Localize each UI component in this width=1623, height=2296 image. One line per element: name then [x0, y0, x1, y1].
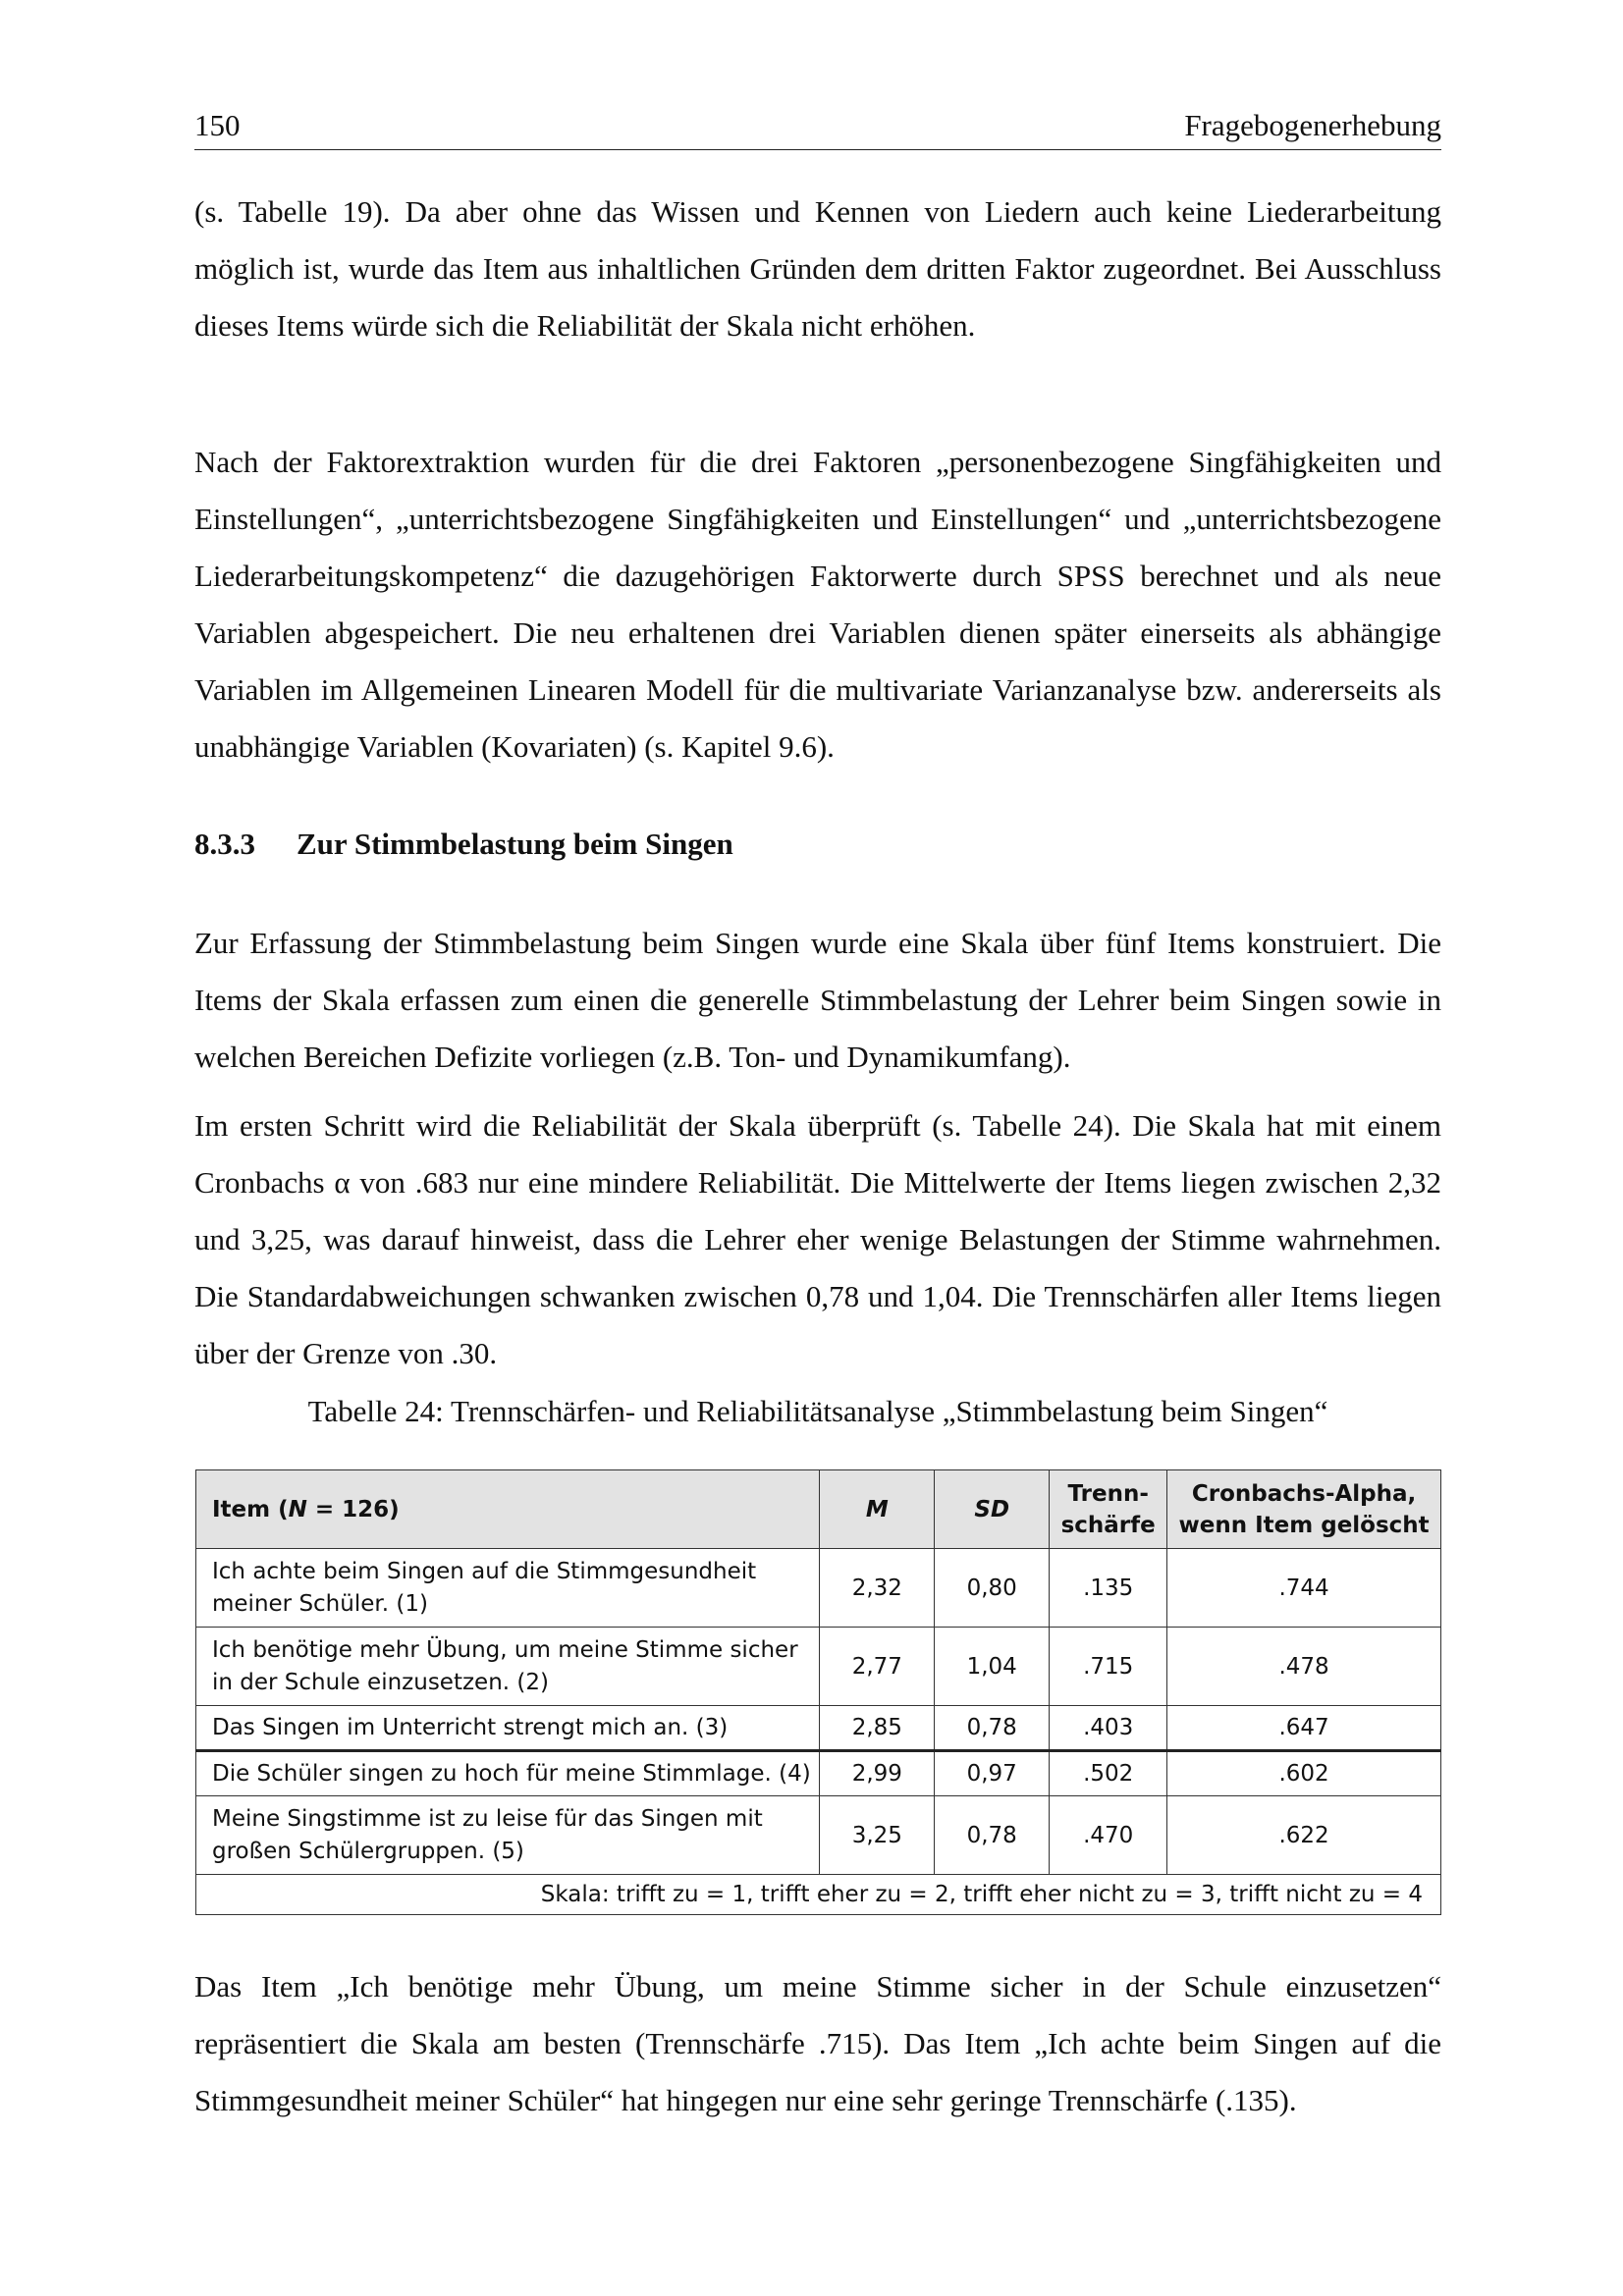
- sd-value: 0,78: [935, 1706, 1050, 1751]
- running-title: Fragebogenerhebung: [1184, 108, 1441, 142]
- section-title: Zur Stimmbelastung beim Singen: [297, 827, 733, 861]
- trennschaerfe-value: .403: [1050, 1706, 1167, 1751]
- header-sd: SD: [935, 1470, 1050, 1549]
- mean-value: 2,77: [820, 1628, 935, 1706]
- item-text: Meine Singstimme ist zu leise für das Singen mit großen Schülergruppen. (5): [196, 1796, 820, 1875]
- sd-value: 0,97: [935, 1751, 1050, 1796]
- section-heading: [194, 827, 733, 862]
- alpha-value: .744: [1167, 1549, 1441, 1628]
- mean-value: 2,32: [820, 1549, 935, 1628]
- alpha-value: .622: [1167, 1796, 1441, 1875]
- table-caption: Tabelle 24: Trennschärfen- und Reliabilitätsanalyse „Stimmbelastung beim Singen“: [307, 1394, 1328, 1428]
- header-item: Item (N = 126): [196, 1470, 820, 1549]
- mean-value: 2,99: [820, 1751, 935, 1796]
- paragraph-1: (s. Tabelle 19). Da aber ohne das Wissen und Kennen von Liedern auch keine Liederarbeitung möglich ist, wurde das Item aus inhaltlichen Gründen dem dritten Faktor zugeordnet. Bei Ausschluss dieses Items würde sich die Reliabilität der Skala nicht erhöhen.: [194, 194, 1441, 343]
- alpha-value: .602: [1167, 1751, 1441, 1796]
- header-cronbach-alpha: Cronbachs-Alpha, wenn Item gelöscht: [1167, 1470, 1441, 1549]
- header-trennschaerfe: Trenn- schärfe: [1050, 1470, 1167, 1549]
- page-header: [194, 106, 1441, 150]
- trennschaerfe-value: .135: [1050, 1549, 1167, 1628]
- item-text: Die Schüler singen zu hoch für meine Stimmlage. (4): [196, 1751, 820, 1796]
- sd-value: 0,80: [935, 1549, 1050, 1628]
- scale-note: Skala: trifft zu = 1, trifft eher zu = 2, trifft eher nicht zu = 3, trifft nicht zu = 4: [196, 1875, 1441, 1915]
- header-mean: M: [820, 1470, 935, 1549]
- table-scale-row: [196, 1875, 1441, 1915]
- item-text: Ich benötige mehr Übung, um meine Stimme sicher in der Schule einzusetzen. (2): [196, 1628, 820, 1706]
- trennschaerfe-value: .470: [1050, 1796, 1167, 1875]
- sd-value: 0,78: [935, 1796, 1050, 1875]
- section-number: 8.3.3: [194, 827, 255, 861]
- paragraph-4: Im ersten Schritt wird die Reliabilität der Skala überprüft (s. Tabelle 24). Die Skala hat mit einem Cronbachs α von .683 nur eine mindere Reliabilität. Die Mittelwerte der Items liegen zwischen 2,32 und 3,25, was darauf hinweist, dass die Lehrer eher wenige Belastungen der Stimme wahrnehmen. Die Standardabweichungen schwanken zwischen 0,78 und 1,04. Die Trennschärfen aller Items liegen über der Grenze von .30.: [194, 1108, 1441, 1370]
- paragraph-5: Das Item „Ich benötige mehr Übung, um meine Stimme sicher in der Schule einzusetzen“ repräsentiert die Skala am besten (Trennschärfe .715). Das Item „Ich achte beim Singen auf die Stimmgesundheit meiner Schüler“ hat hingegen nur eine sehr geringe Trennschärfe (.135).: [194, 1969, 1441, 2117]
- table-row: [196, 1706, 1441, 1751]
- reliability-table: [195, 1469, 1441, 1915]
- sd-value: 1,04: [935, 1628, 1050, 1706]
- table-row: [196, 1751, 1441, 1796]
- trennschaerfe-value: .715: [1050, 1628, 1167, 1706]
- alpha-value: .647: [1167, 1706, 1441, 1751]
- paragraph-3: Zur Erfassung der Stimmbelastung beim Singen wurde eine Skala über fünf Items konstruiert. Die Items der Skala erfassen zum einen die generelle Stimmbelastung der Lehrer beim Singen sowie in welchen Bereichen Defizite vorliegen (z.B. Ton- und Dynamikumfang).: [194, 926, 1441, 1074]
- table-header-row: [196, 1470, 1441, 1549]
- mean-value: 2,85: [820, 1706, 935, 1751]
- mean-value: 3,25: [820, 1796, 935, 1875]
- table-row: [196, 1628, 1441, 1706]
- paragraph-2: Nach der Faktorextraktion wurden für die drei Faktoren „personenbezogene Singfähigkeiten und Einstellungen“, „unterrichtsbezogene Singfähigkeiten und Einstellungen“ und „unterrichtsbezogene Liederarbeitungskompetenz“ die dazugehörigen Faktorwerte durch SPSS berechnet und als neue Variablen abgespeichert. Die neu erhaltenen drei Variablen dienen später einerseits als abhängige Variablen im Allgemeinen Linearen Modell für die multivariate Varianzanalyse bzw. andererseits als unabhängige Variablen (Kovariaten) (s. Kapitel 9.6).: [194, 445, 1441, 764]
- trennschaerfe-value: .502: [1050, 1751, 1167, 1796]
- item-text: Das Singen im Unterricht strengt mich an. (3): [196, 1706, 820, 1751]
- table-row: [196, 1549, 1441, 1628]
- item-text: Ich achte beim Singen auf die Stimmgesundheit meiner Schüler. (1): [196, 1549, 820, 1628]
- page-number: 150: [194, 108, 241, 142]
- alpha-value: .478: [1167, 1628, 1441, 1706]
- table-row: [196, 1796, 1441, 1875]
